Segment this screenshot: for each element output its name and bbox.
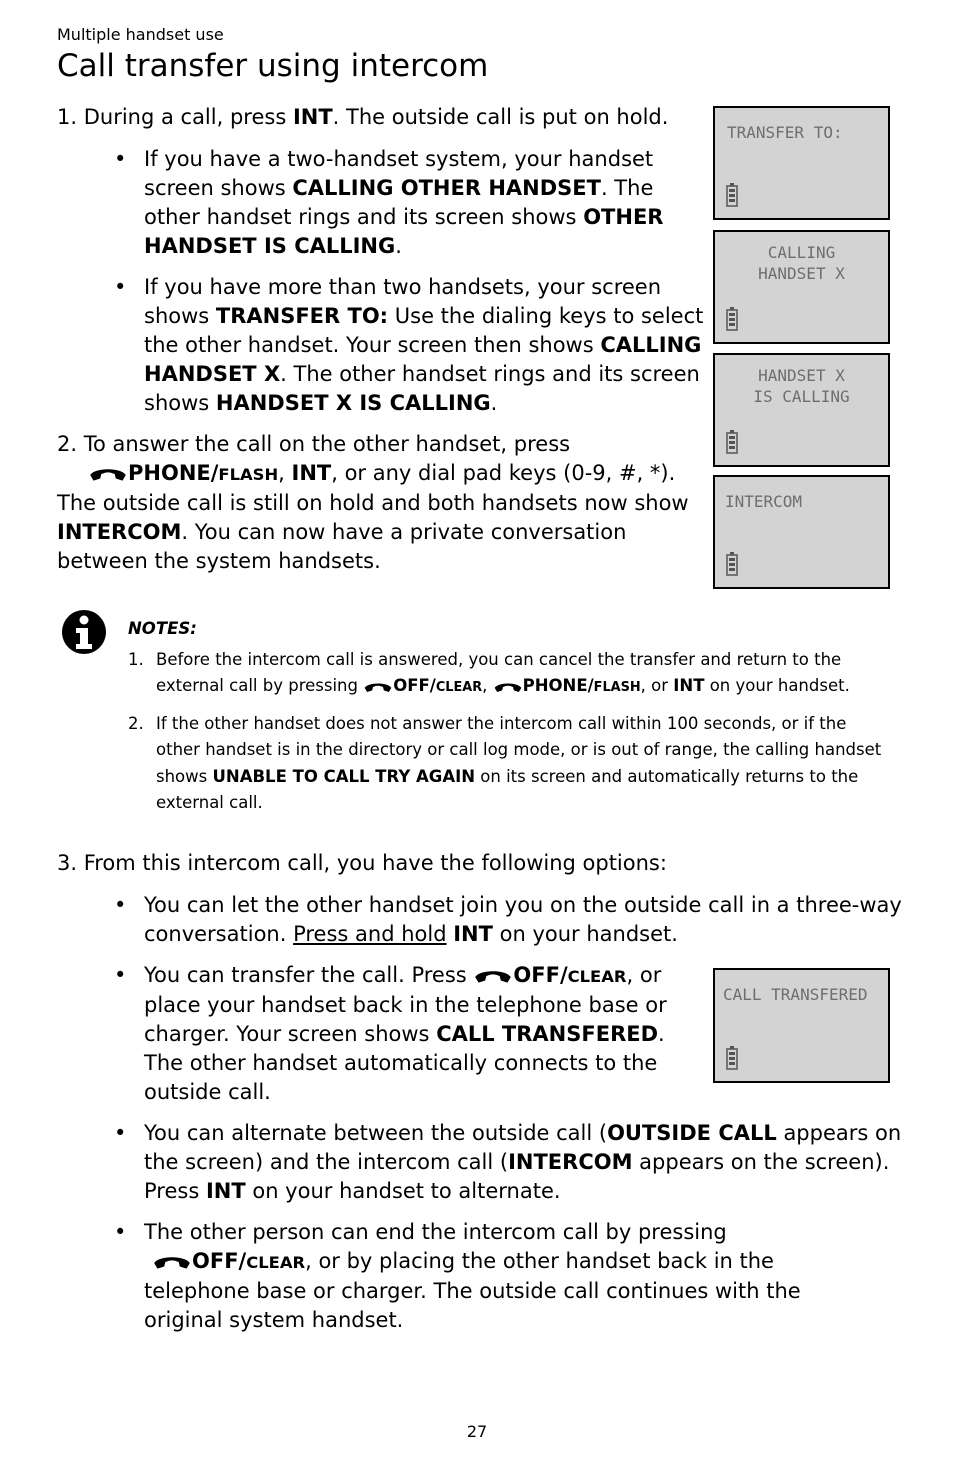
step-3-bullet-2: • You can transfer the call. Press OFF/CLEAR, or place your handset back in the telephone base or charger. Your screen shows CALL TRANSFERED. The other handset automatically connects to the outside call. [114, 961, 674, 1107]
off-icon [152, 1253, 192, 1271]
step-2 [57, 430, 697, 576]
off-icon [363, 680, 393, 694]
step-3-bullet-3: • You can alternate between the outside call (OUTSIDE CALL appears on the screen) and the intercom call (INTERCOM appears on the screen). Press INT on your handset to alternate. [114, 1119, 904, 1206]
off-icon [473, 967, 513, 985]
lcd-text: TRANSFER TO: [727, 123, 843, 142]
page-number: 27 [466, 1422, 488, 1441]
step-1-text: 1. During a call, press INT. The outside call is put on hold. [57, 105, 669, 129]
phone-icon [493, 680, 523, 694]
notes-title: NOTES: [128, 619, 197, 638]
lcd-screen-calling-handset [713, 230, 890, 344]
battery-icon [726, 183, 738, 207]
step-1-bullet-2: • If you have more than two handsets, your screen shows TRANSFER TO: Use the dialing keys to select the other handset. Your screen then shows CALLING HANDSET X. The other handset rings and its screen shows HANDSET X IS CALLING. [114, 273, 724, 418]
note-1: 1. Before the intercom call is answered, you can cancel the transfer and return to the external call by pressing OFF/CLEAR, PHONE/FLASH, or INT on your handset. [128, 649, 850, 695]
info-icon [60, 608, 108, 656]
lcd-screen-intercom [713, 475, 890, 589]
step-2-text: 2. To answer the call on the other handset, press PHONE/FLASH, INT, or any dial pad keys (0-9, #, *). The outside call is still on hold and both handsets now show INTERCOM. You can now have a private conversation between the system handsets. [57, 432, 689, 573]
lcd-text: CALLING HANDSET X [758, 243, 845, 283]
lcd-text: HANDSET X IS CALLING [753, 366, 850, 406]
lcd-screen-handset-calling [713, 353, 890, 467]
step-3 [57, 849, 902, 1335]
lcd-screen-call-transfered [713, 968, 890, 1083]
note-2: 2. If the other handset does not answer the intercom call within 100 seconds, or if the other handset is in the directory or call log mode, or is out of range, the calling handset shows UNABLE TO CALL TRY AGAIN on its screen and automatically returns to the external call. [128, 713, 882, 812]
step-1-bullet-1: • If you have a two-handset system, your handset screen shows CALLING OTHER HANDSET. The other handset rings and its screen shows OTHER HANDSET IS CALLING. [114, 145, 704, 261]
notes [128, 616, 888, 826]
lcd-text: INTERCOM [725, 492, 803, 511]
phone-icon [88, 465, 128, 483]
lcd-text: CALL TRANSFERED [723, 985, 868, 1004]
step-3-bullet-4: • The other person can end the intercom call by pressing OFF/CLEAR, or by placing the other handset back in the telephone base or charger. The outside call continues with the original system handset. [114, 1218, 884, 1335]
section-label: Multiple handset use [57, 25, 224, 44]
step-3-bullet-1: • You can let the other handset join you on the outside call in a three-way conversation. Press and hold INT on your handset. [114, 891, 904, 949]
battery-icon [726, 1046, 738, 1070]
step-1 [57, 103, 704, 418]
battery-icon [726, 430, 738, 454]
battery-icon [726, 307, 738, 331]
step-3-intro: 3. From this intercom call, you have the following options: [57, 851, 667, 875]
lcd-screen-transfer-to [713, 106, 890, 220]
int-key: INT [292, 105, 333, 129]
page-title: Call transfer using intercom [57, 48, 489, 84]
battery-icon [726, 552, 738, 576]
